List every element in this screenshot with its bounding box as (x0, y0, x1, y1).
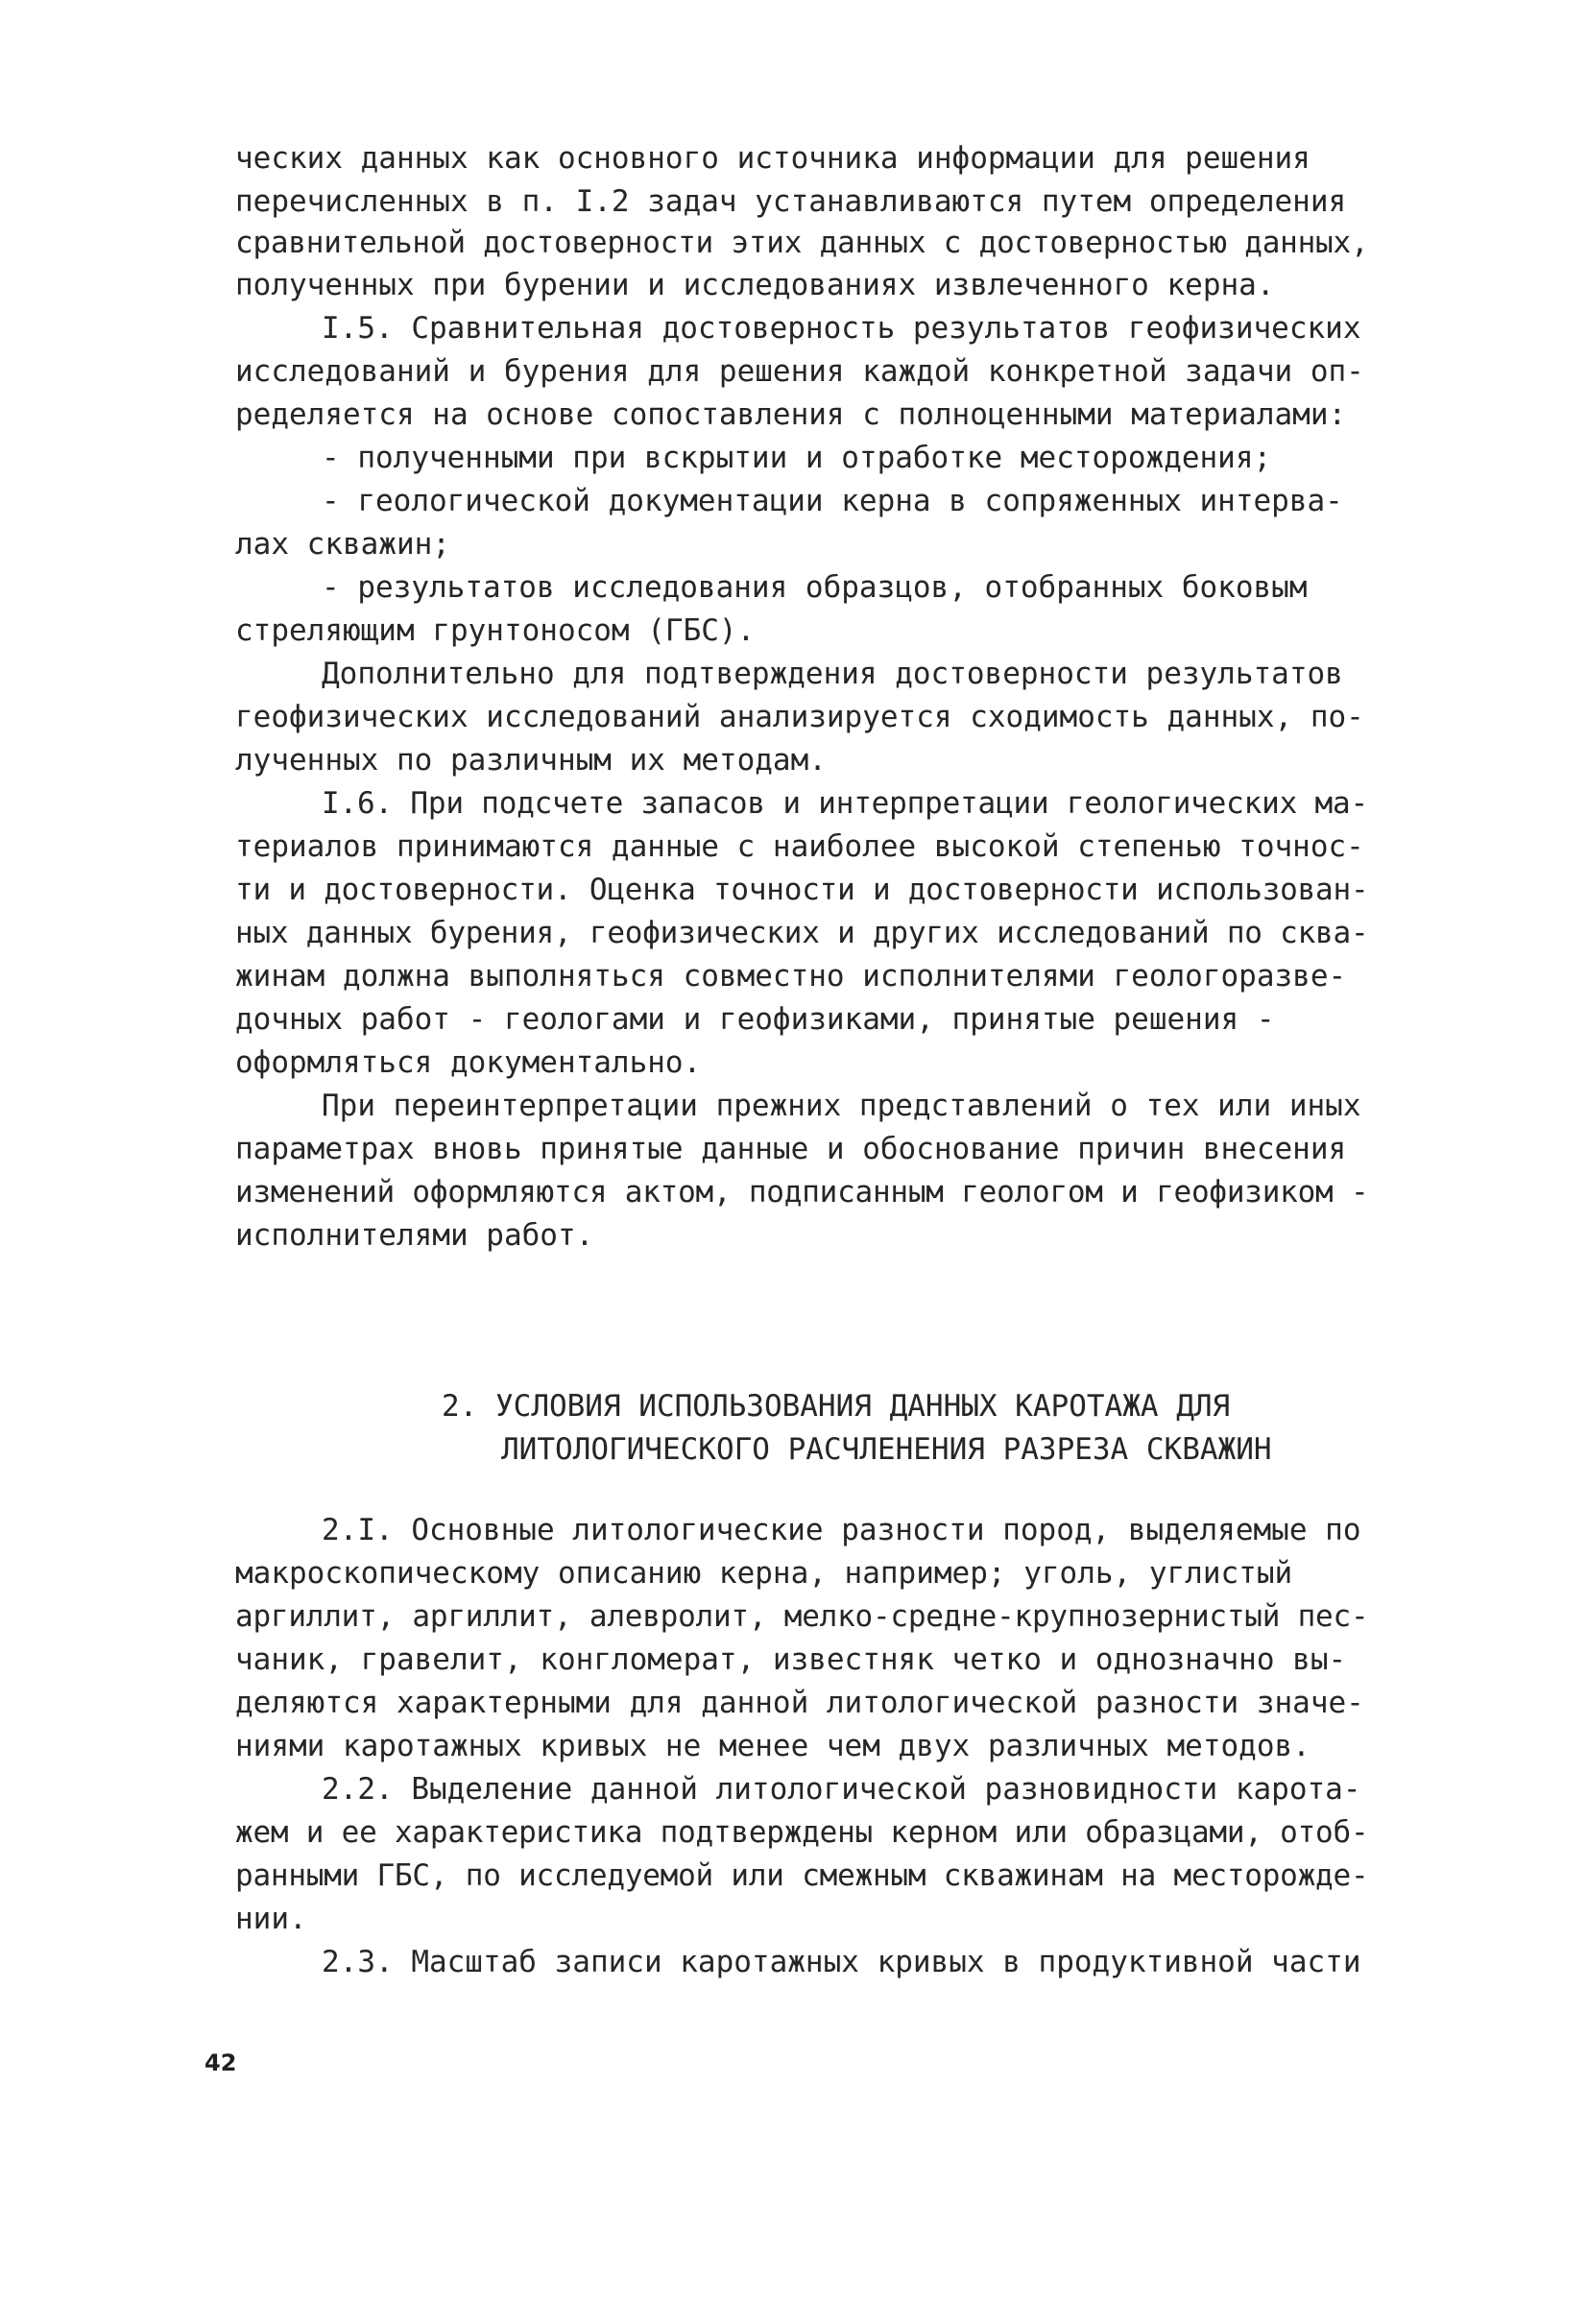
text-line: I.5. Сравнительная достоверность результатов геофизических (322, 311, 1361, 346)
list-item: - полученными при вскрытии и отработке месторождения; (322, 441, 1272, 475)
text-line: 2.3. Масштаб записи каротажных кривых в продуктивной части (322, 1945, 1361, 1979)
text-line: лученных по различным их методам. (235, 743, 827, 778)
text-line: лах скважин; (235, 527, 450, 562)
text-line: полученных при бурении и исследованиях извлеченного керна. (235, 268, 1275, 302)
text-line: перечисленных в п. I.2 задач устанавливаются путем определения (235, 184, 1347, 219)
text-line: жинам должна выполняться совместно исполнителями геологоразве- (235, 959, 1347, 994)
text-line: параметрах вновь принятые данные и обоснование причин внесения (235, 1132, 1347, 1166)
text-line: нии. (235, 1902, 307, 1936)
text-line: жем и ее характеристика подтверждены керном или образцами, отоб- (235, 1815, 1369, 1850)
text-line: аргиллит, аргиллит, алевролит, мелко-средне-крупнозернистый пес- (235, 1599, 1369, 1634)
text-line: стреляющим грунтоносом (ГБС). (235, 613, 756, 648)
text-line: ниями каротажных кривых не менее чем двух различных методов. (235, 1729, 1310, 1763)
text-line: 2.I. Основные литологические разности пород, выделяемые по (322, 1513, 1361, 1547)
list-item: - геологической документации керна в сопряженных интерва- (322, 484, 1343, 518)
text-line: ных данных бурения, геофизических и других исследований по сква- (235, 916, 1369, 950)
text-line: Дополнительно для подтверждения достоверности результатов (322, 657, 1343, 691)
text-line: ранными ГБС, по исследуемой или смежным скважинам на месторожде- (235, 1858, 1369, 1893)
text-line: оформляться документально. (235, 1045, 702, 1080)
text-line: исполнителями работ. (235, 1218, 594, 1253)
text-line: дочных работ - геологами и геофизиками, принятые решения - (235, 1002, 1275, 1037)
text-line: деляются характерными для данной литологической разности значе- (235, 1686, 1364, 1720)
text-line: I.6. При подсчете запасов и интерпретации геологических ма- (322, 786, 1368, 821)
text-line: териалов принимаются данные с наиболее высокой степенью точнос- (235, 829, 1364, 864)
text-line: чаник, гравелит, конгломерат, известняк четко и однозначно вы- (235, 1642, 1347, 1677)
text-line: геофизических исследований анализируется сходимость данных, по- (235, 700, 1364, 734)
text-line: ти и достоверности. Оценка точности и достоверности использован- (235, 873, 1369, 907)
text-line: ческих данных как основного источника информации для решения (235, 141, 1310, 176)
text-line: исследований и бурения для решения каждой конкретной задачи оп- (235, 354, 1364, 389)
text-line: 2.2. Выделение данной литологической разновидности карота- (322, 1772, 1361, 1807)
list-item: - результатов исследования образцов, отобранных боковым (322, 570, 1308, 605)
text-line: изменений оформляются актом, подписанным геологом и геофизиком - (235, 1175, 1369, 1210)
section-heading-line: ЛИТОЛОГИЧЕСКОГО РАСЧЛЕНЕНИЯ РАЗРЕЗА СКВАЖИН (501, 1432, 1272, 1467)
text-line: ределяется на основе сопоставления с полноценными материалами: (235, 397, 1347, 432)
text-line: макроскопическому описанию керна, например; уголь, углистый (235, 1556, 1293, 1591)
text-line: сравнительной достоверности этих данных с достоверностью данных, (235, 226, 1369, 260)
section-heading-line: 2. УСЛОВИЯ ИСПОЛЬЗОВАНИЯ ДАННЫХ КАРОТАЖА ДЛЯ (442, 1389, 1231, 1424)
page-number: 42 (204, 2049, 237, 2076)
text-line: При переинтерпретации прежних представлений о тех или иных (322, 1089, 1361, 1123)
